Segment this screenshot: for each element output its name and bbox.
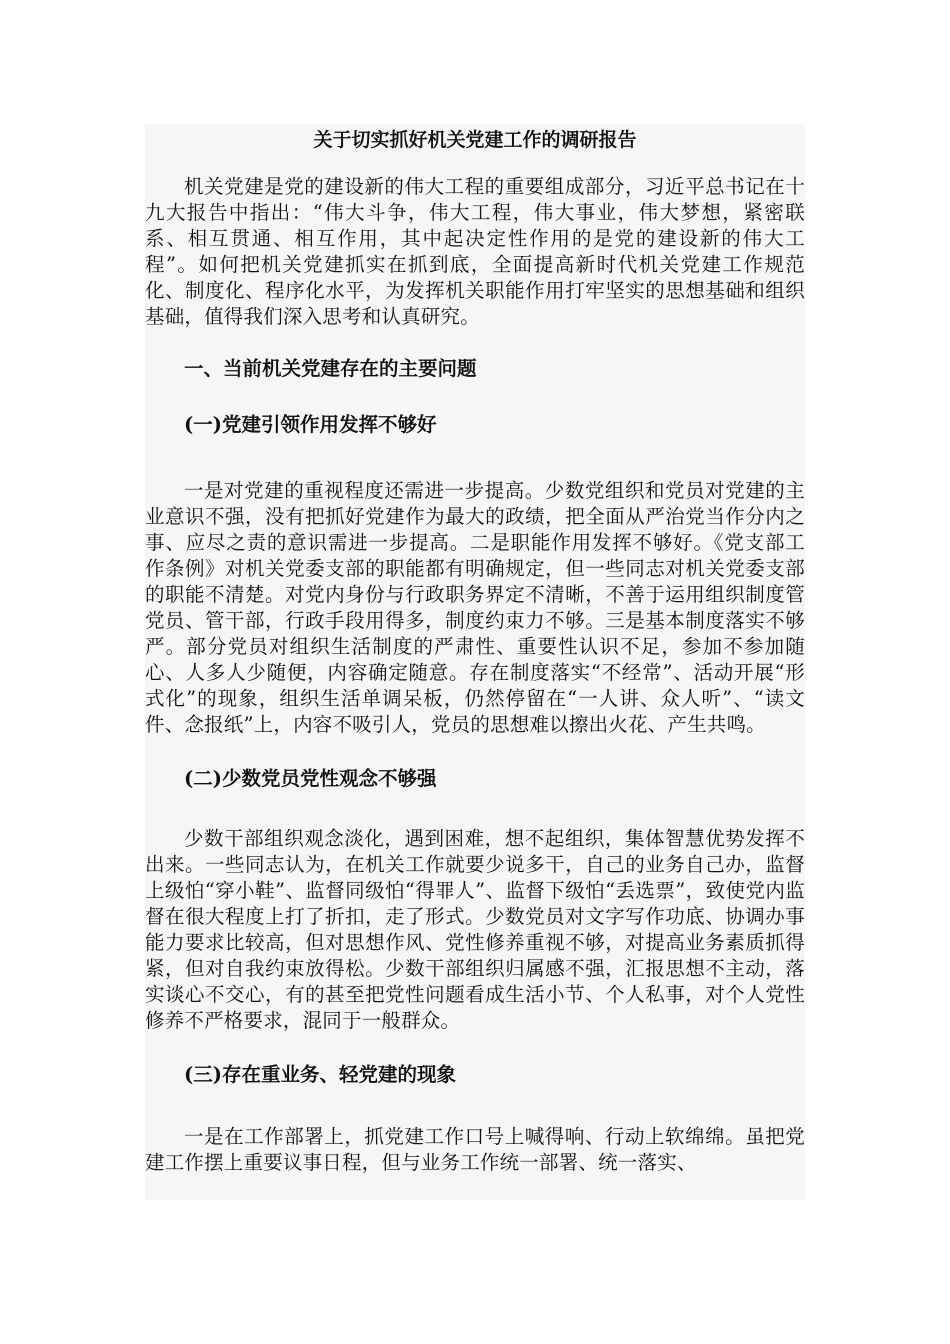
subsection-2-paragraph: 少数干部组织观念淡化，遇到困难，想不起组织，集体智慧优势发挥不出来。一些同志认为，在机关工作就要少说多干，自己的业务自己办，监督上级怕“穿小鞋”、监督同级怕“得罪人”、监督下级怕“丢选票”，致使党内监督在很大程度上打了折扣，走了形式。少数党员对文字写作功底、协调办事能力要求比较高，但对思想作风、党性修养重视不够，对提高业务素质抓得紧，但对自我约束放得松。少数干部组织归属感不强，汇报思想不主动，落实谈心不交心，有的甚至把党性问题看成生活小节、个人私事，对个人党性修养不严格要求，混同于一般群众。: [145, 827, 805, 1032]
document-title: 关于切实抓好机关党建工作的调研报告: [313, 129, 637, 151]
subsection-heading-2: (二)少数党员党性观念不够强: [184, 767, 437, 790]
intro-paragraph: 机关党建是党的建设新的伟大工程的重要组成部分，习近平总书记在十九大报告中指出：“伟大斗争，伟大工程，伟大事业，伟大梦想，紧密联系、相互贯通、相互作用，其中起决定性作用的是党的建设新的伟大工程”。如何把机关党建抓实在抓到底，全面提高新时代机关党建工作规范化、制度化、程序化水平，为发挥机关职能作用打牢坚实的思想基础和组织基础，值得我们深入思考和认真研究。: [145, 175, 805, 328]
subsection-1-paragraph: 一是对党建的重视程度还需进一步提高。少数党组织和党员对党建的主业意识不强，没有把抓好党建作为最大的政绩，把全面从严治党当作分内之事、应尽之责的意识需进一步提高。二是职能作用发挥不够好。《党支部工作条例》对机关党委支部的职能都有明确规定，但一些同志对机关党委支部的职能不清楚。对党内身份与行政职务界定不清晰，不善于运用组织制度管党员、管干部，行政手段用得多，制度约束力不够。三是基本制度落实不够严。部分党员对组织生活制度的严肃性、重要性认识不足，参加不参加随心、人多人少随便，内容确定随意。存在制度落实“不经常”、活动开展“形式化”的现象，组织生活单调呆板，仍然停留在“一人讲、众人听”、“读文件、念报纸”上，内容不吸引人，党员的思想难以擦出火花、产生共鸣。: [145, 479, 805, 736]
document-page: [145, 124, 805, 1200]
subsection-heading-1: (一)党建引领作用发挥不够好: [184, 413, 437, 436]
section-heading-main-problems: 一、当前机关党建存在的主要问题: [184, 357, 477, 380]
subsection-3-paragraph: 一是在工作部署上，抓党建工作口号上喊得响、行动上软绵绵。虽把党建工作摆上重要议事日程，但与业务工作统一部署、统一落实、: [145, 1125, 805, 1174]
subsection-heading-3: (三)存在重业务、轻党建的现象: [184, 1063, 456, 1086]
